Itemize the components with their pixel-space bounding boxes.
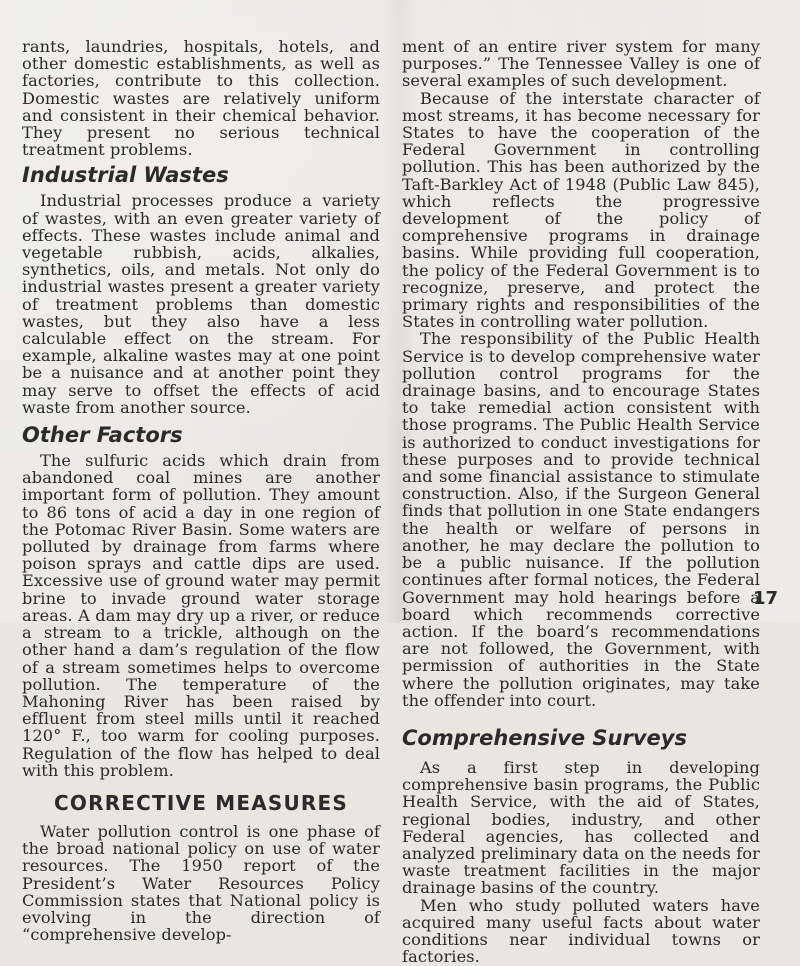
heading-other-factors: Other Factors	[22, 423, 183, 448]
two-column-layout	[22, 37, 760, 966]
paragraph-continued: rants, laundries, hospitals, hotels, and other domestic establishments, as well as factories, contribute to this collection. Domestic wastes are relatively uniform and consistent in their chemical behavior. They present no serious technical treatment problems.	[22, 37, 380, 160]
paragraph-interstate: Because of the interstate character of most streams, it has become necessary for States to have the cooperation of the Federal Government in controlling pollution. This has been authorized by the Taft-Barkley Act of 1948 (Public Law 845), which reflects the progressive development of the policy of comprehensive programs in drainage basins. While providing full cooperation, the policy of the Federal Government is to recognize, preserve, and protect the primary rights and responsibilities of the States in controlling water pollution.	[402, 88, 760, 332]
paragraph-other-factors: The sulfuric acids which drain from abandoned coal mines are another important form of pollution. They amount to 86 tons of acid a day in one region of the Potomac River Basin. Some waters are polluted by drainage from farms where poison sprays and cattle dips are used. Excessive use of ground water may permit brine to invade ground water storage areas. A dam may dry up a river, or reduce a stream to a trickle, although on the other hand a dam’s regulation of the flow of a stream sometimes helps to overcome pollution. The temperature of the Mahoning River has been raised by effluent from steel mills until it reached 120° F., too warm for cooling purposes. Regulation of the flow has helped to deal with this problem.	[22, 451, 380, 780]
paragraph-corrective-measures: Water pollution control is one phase of the broad national policy on use of water resources. The 1950 report of the President’s Water Resources Policy Commission states that National policy is evolving in the direction of “comprehensive develop-	[22, 821, 380, 945]
heading-comprehensive-surveys: Comprehensive Surveys	[402, 725, 687, 750]
paragraph-industrial-wastes: Industrial processes produce a variety of wastes, with an even greater variety of effects. These wastes include animal and vegetable rubbish, acids, alkalies, synthetics, oils, and metals. Not only do industrial wastes present a greater variety of treatment problems than domestic wastes, but they also have a less calculable effect on the stream. For example, alkaline wastes may at one point be a nuisance and at another point they may serve to offset the effects of acid waste from another source.	[22, 191, 380, 417]
right-column	[402, 37, 760, 966]
paragraph-public-health-service: The responsibility of the Public Health Service is to develop comprehensive water pollution control programs for the drainage basins, and to encourage States to take remedial action consistent with those programs. The Public Health Service is authorized to conduct investigations for these purposes and to provide technical and some financial assistance to stimulate construction. Also, if the Surgeon General finds that pollution in one State endangers the health or welfare of persons in another, he may declare the pollution to be a public nuisance. If the pollution continues after formal notices, the Federal Government may hold hearings before a board which recommends corrective action. If the board’s recommendations are not followed, the Government, with permission of authorities in the State where the pollution originates, may take the offender into court.	[402, 329, 760, 710]
heading-industrial-wastes: Industrial Wastes	[22, 163, 229, 188]
paragraph-continued-right: ment of an entire river system for many purposes.” The Tennessee Valley is one of several examples of such development.	[402, 37, 760, 91]
left-column	[22, 37, 380, 945]
paragraph-men-who-study: Men who study polluted waters have acquired many useful facts about water conditions near individual towns or factories.	[402, 895, 760, 966]
page-number: 17	[752, 588, 778, 609]
heading-corrective-measures: CORRECTIVE MEASURES	[54, 790, 348, 815]
paragraph-surveys: As a first step in developing comprehensive basin programs, the Public Health Service, with the aid of States, regional bodies, industry, and other Federal agencies, has collected and analyzed preliminary data on the needs for waste treatment facilities in the major drainage basins of the country.	[402, 757, 760, 898]
